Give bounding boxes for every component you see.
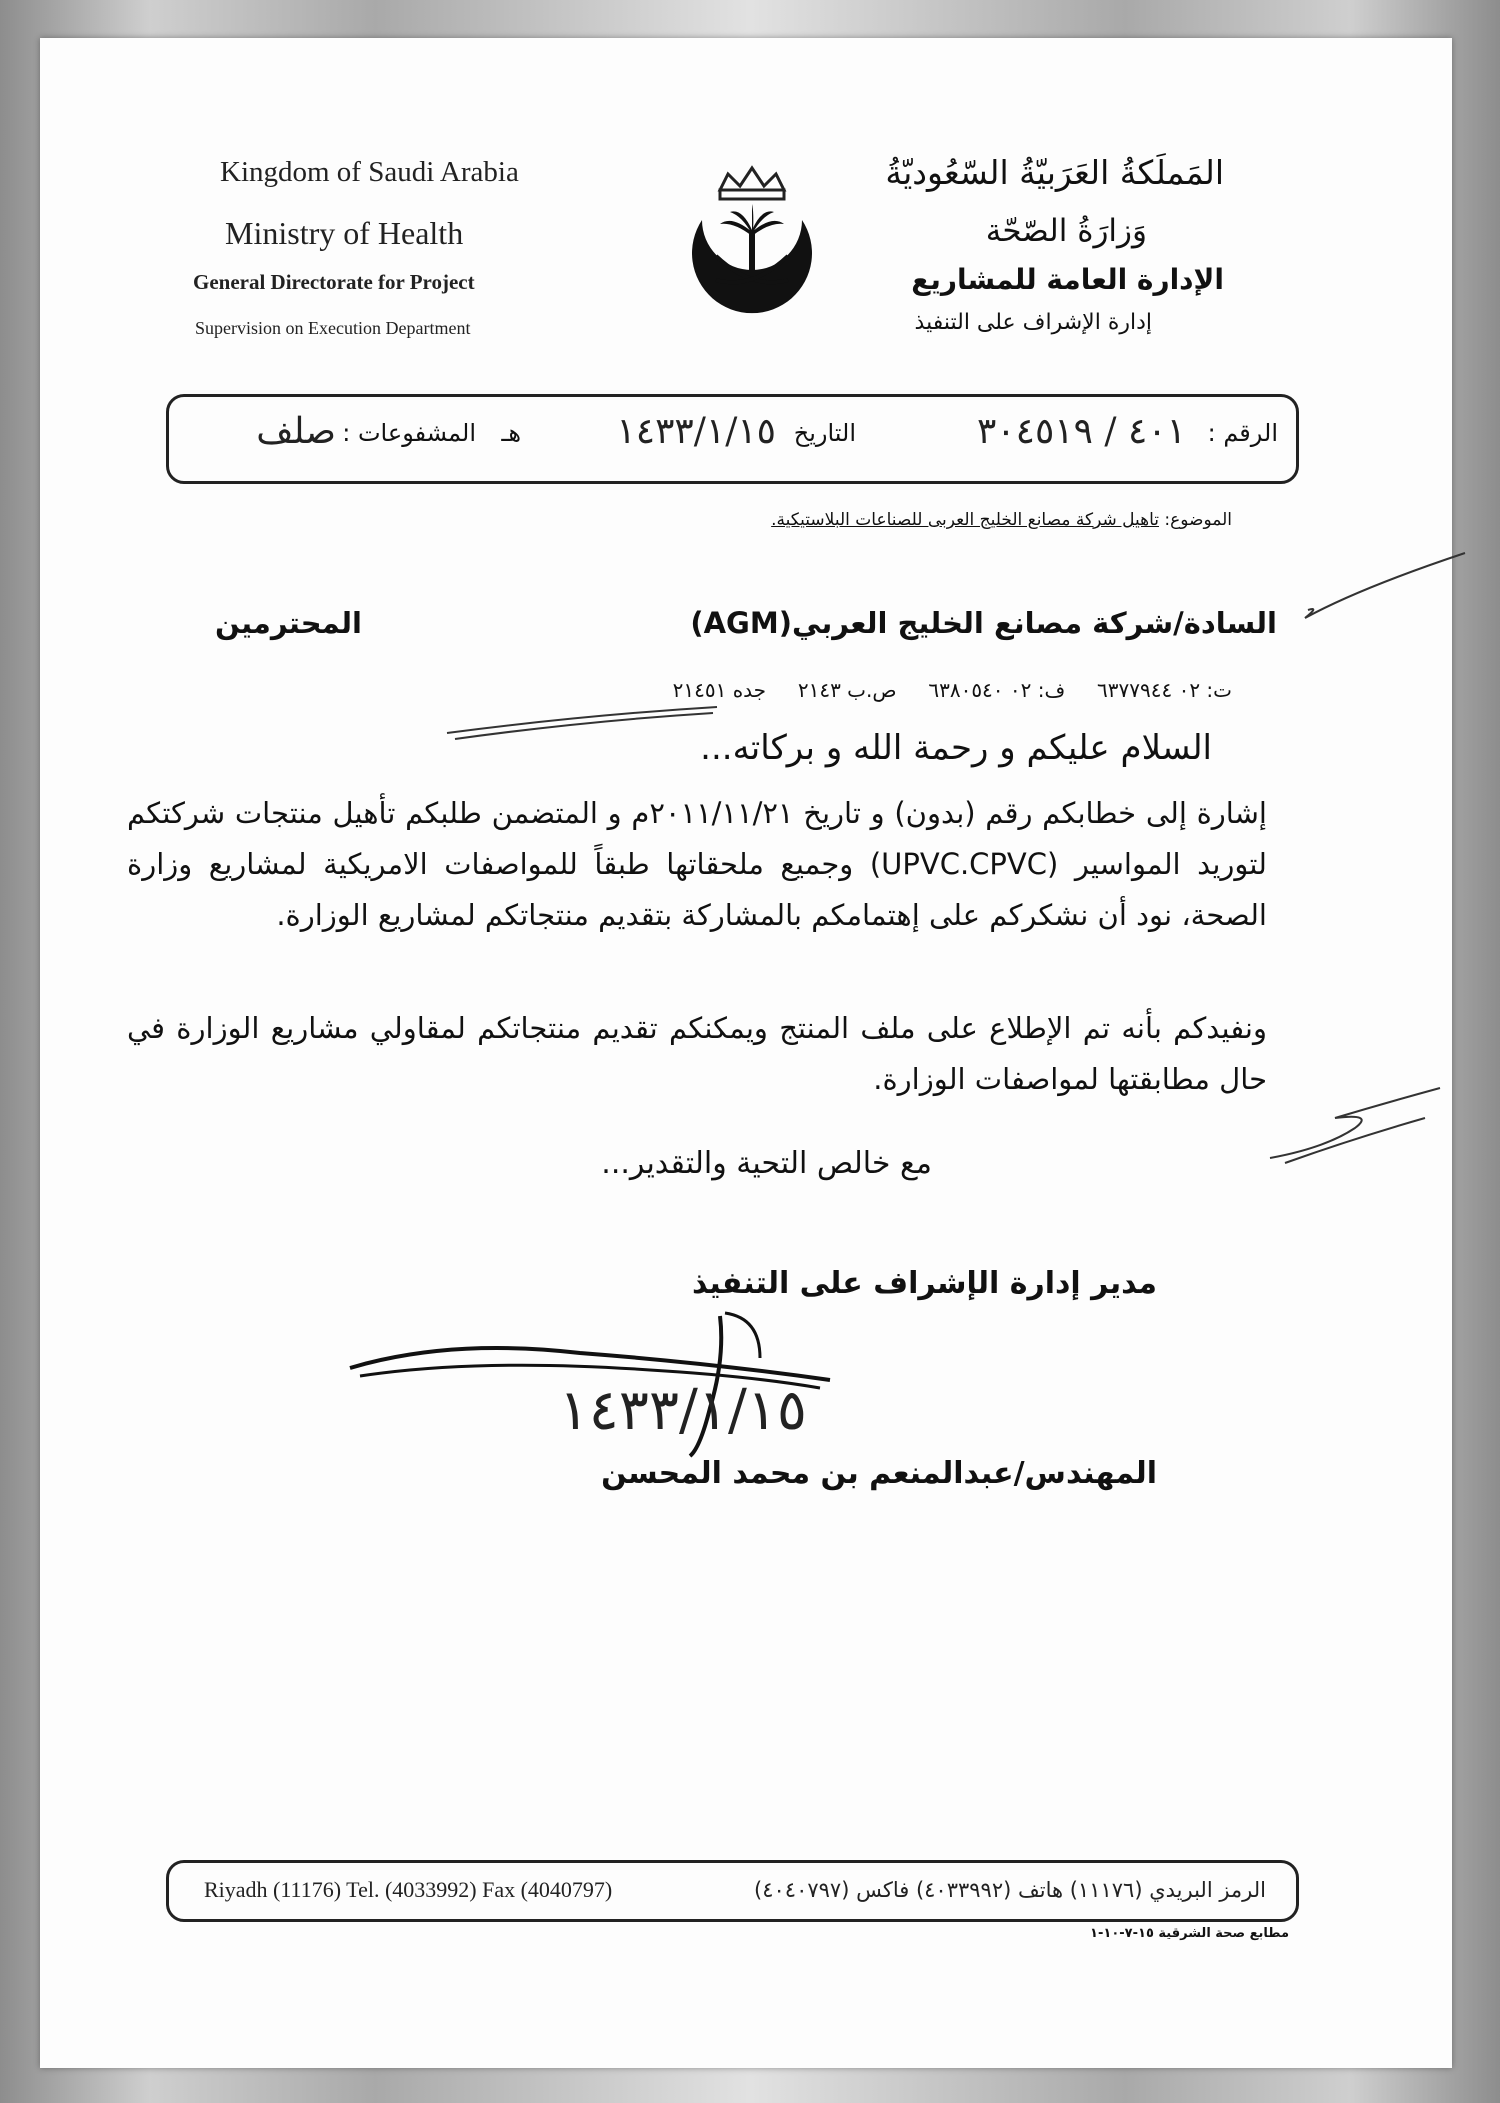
body-paragraph-2: ونفيدكم بأنه تم الإطلاع على ملف المنتج ويمكنكم تقديم منتجاتكم لمقاولي مشاريع الوزارة في حال مطابقتها لمواصفات الوزارة. <box>127 1011 1267 1096</box>
ref-attachments-value: صلف <box>256 411 336 452</box>
header-ar-directorate: الإدارة العامة للمشاريع <box>911 263 1224 296</box>
footer-contact-en: Riyadh (11176) Tel. (4033992) Fax (4040797) <box>204 1877 613 1902</box>
ref-number-label: الرقم : <box>1207 419 1278 447</box>
header-ar-kingdom: المَملَكةُ العَرَبيّةُ السّعُوديّةُ <box>885 153 1224 192</box>
contact-fax: ف: ٠٢ ٦٣٨٠٥٤٠ <box>928 678 1066 702</box>
signatory-name: المهندس/عبدالمنعم بن محمد المحسن <box>601 1456 1157 1491</box>
body-paragraph-1: إشارة إلى خطابكم رقم (بدون) و تاريخ ٢٠١١/١١/٢١م و المتضمن طلبكم تأهيل منتجات شركتكم لتوريد المواسير (UPVC.CPVC) وجميع ملحقاتها طبقاً للمواصفات الامريكية لمشاريع وزارة الصحة، نود أن نشكركم على إهتمامكم بالمشاركة بتقديم منتجاتكم لمشاريع الوزارة. <box>127 796 1267 932</box>
header-en-department: Supervision on Execution Department <box>195 318 471 338</box>
header-en-ministry: Ministry of Health <box>225 215 464 251</box>
addressee: السادة/شركة مصانع الخليج العربي(AGM) <box>690 606 1277 640</box>
subject-line <box>771 510 1232 530</box>
ref-attachments-label: المشفوعات : <box>342 419 476 447</box>
ministry-emblem-logo <box>672 160 832 350</box>
letter-page <box>40 38 1452 2068</box>
footer-box <box>166 1860 1299 1922</box>
handwritten-initials <box>1265 1078 1445 1168</box>
handwritten-mark-addressee <box>1300 548 1470 628</box>
header-en-kingdom: Kingdom of Saudi Arabia <box>220 156 519 188</box>
printer-mark: مطابع صحة الشرقية ١٥-٧-١٠-١ <box>1090 1926 1289 1941</box>
signature-handwritten-date: ١٤٣٣/١/١٥ <box>558 1378 807 1443</box>
header-ar-department: إدارة الإشراف على التنفيذ <box>914 310 1152 335</box>
header-ar-ministry: وَزارَةُ الصّحّة <box>985 213 1147 249</box>
ref-date-value: ١٤٣٣/١/١٥ <box>616 411 776 452</box>
header-en-directorate: General Directorate for Project <box>193 270 475 294</box>
reference-box <box>166 394 1299 484</box>
contact-pobox: ص.ب ٢١٤٣ <box>797 678 897 702</box>
contact-phone: ت: ٠٢ ٦٣٧٧٩٤٤ <box>1097 678 1232 702</box>
greeting: السلام عليكم و رحمة الله و بركاته... <box>700 728 1212 768</box>
contact-line <box>673 678 1232 702</box>
respect-title: المحترمين <box>215 606 362 640</box>
handwritten-underline-contact <box>445 703 720 743</box>
closing-line: مع خالص التحية والتقدير... <box>601 1146 932 1181</box>
ref-hijri-suffix: هـ <box>501 419 521 447</box>
signatory-title: مدير إدارة الإشراف على التنفيذ <box>692 1266 1157 1301</box>
footer-contact-ar: الرمز البريدي (١١١٧٦) هاتف (٤٠٣٣٩٩٢) فاكس (٤٠٤٠٧٩٧) <box>754 1878 1266 1902</box>
ref-number-value: ٤٠١ / ٣٠٤٥١٩ <box>976 411 1186 452</box>
ref-date-label: التاريخ <box>793 419 856 447</box>
contact-city: جده ٢١٤٥١ <box>672 678 767 702</box>
subject-label: الموضوع: <box>1164 510 1232 530</box>
subject-value: تاهيل شركة مصانع الخليج العربى للصناعات البلاستيكية. <box>771 510 1159 530</box>
